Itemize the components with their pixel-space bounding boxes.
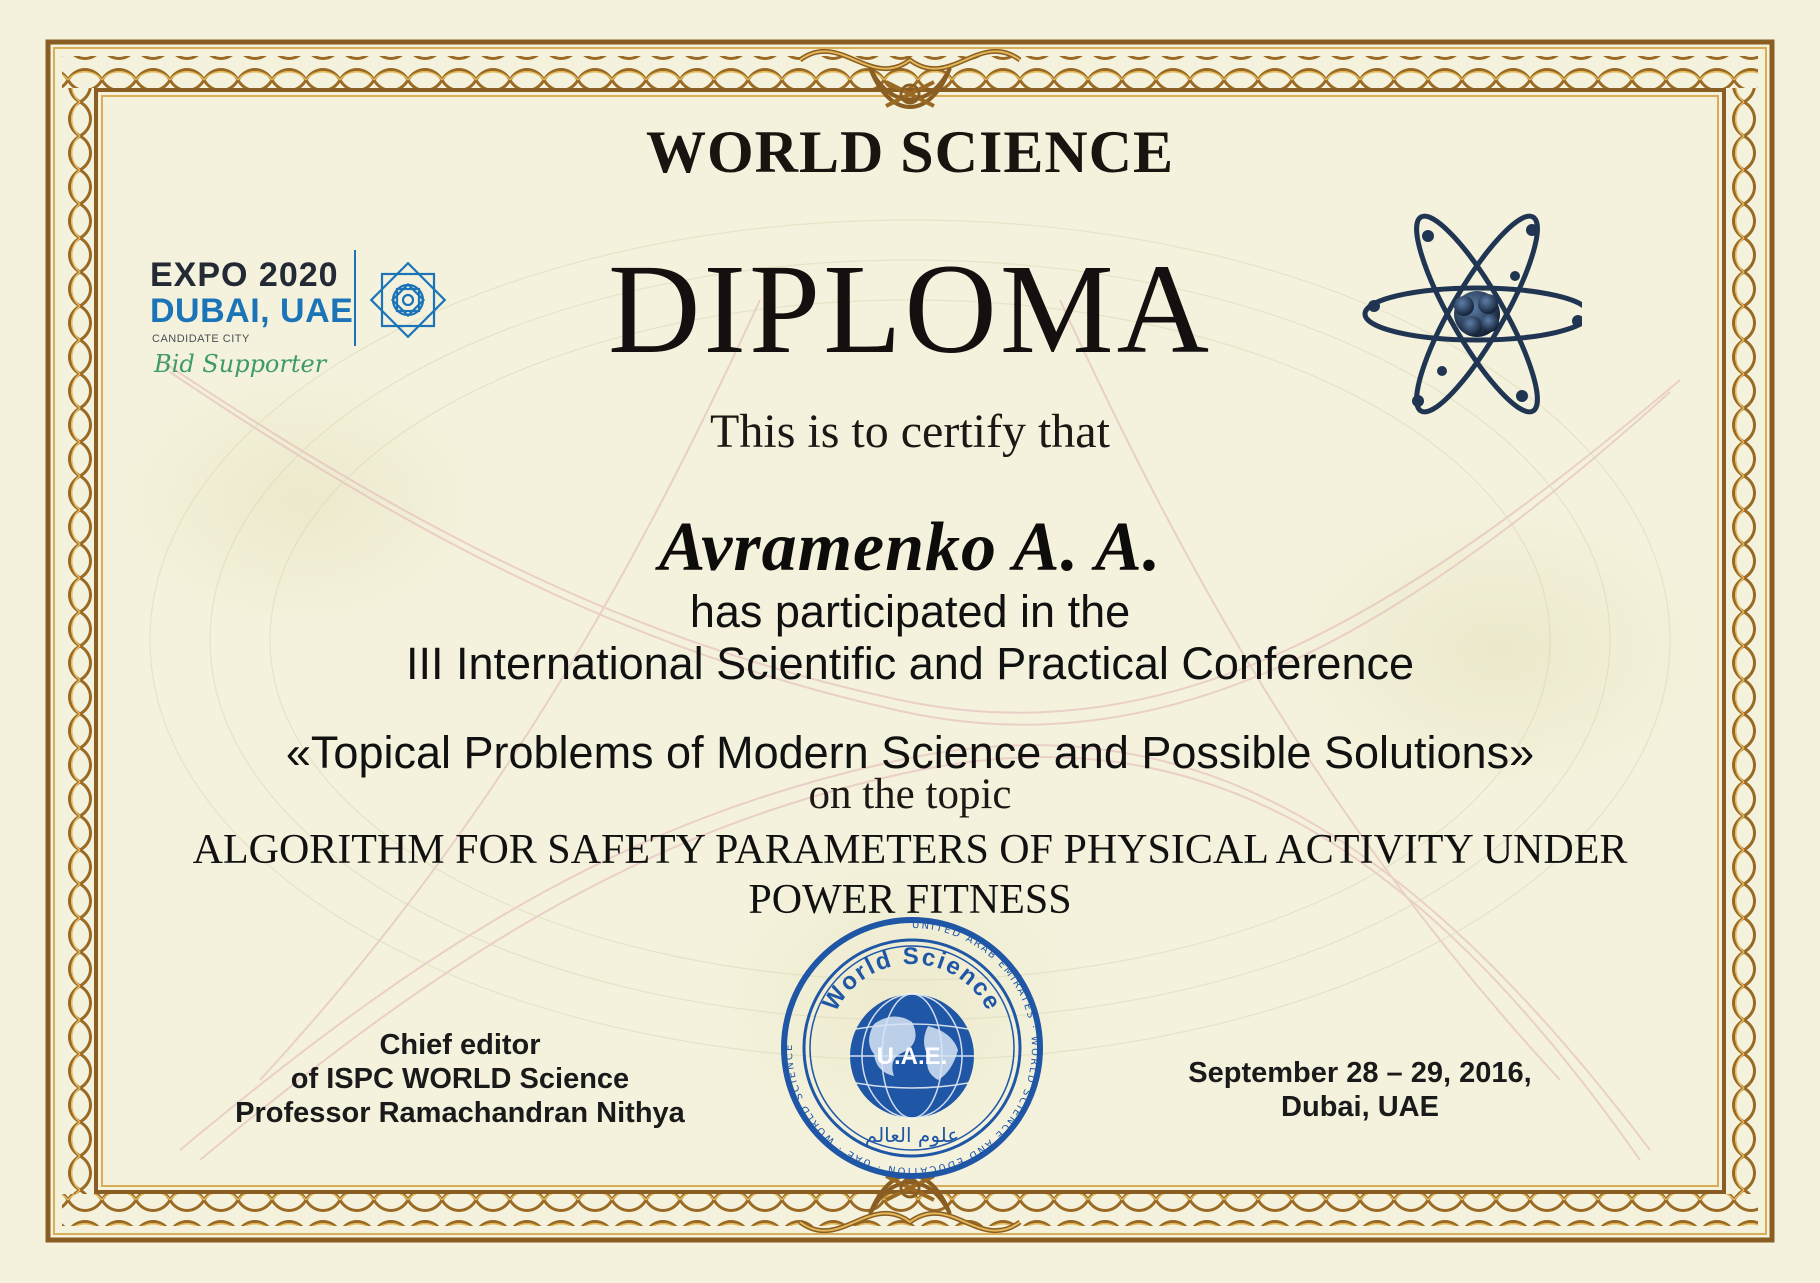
expo-city: DUBAI, UAE — [150, 292, 354, 330]
seal-ring-text: UNITED ARAB EMIRATES · WORLD SCIENCE AND EDUCATION · UAE · WORLD SCIENCE — [783, 919, 1041, 1177]
world-science-seal — [778, 914, 1046, 1182]
seal-center-text: U.A.E. — [876, 1043, 948, 1070]
conference-name: III International Scientific and Practical Conference — [405, 638, 1415, 689]
recipient-name: Avramenko A. A. — [658, 509, 1162, 586]
signatory-block — [190, 1028, 730, 1130]
topic-line-2: POWER FITNESS — [748, 877, 1072, 923]
conference-title: «Topical Problems of Modern Science and Possible Solutions» — [285, 727, 1535, 778]
signatory-role: Chief editor — [379, 1029, 541, 1061]
organization-name: WORLD SCIENCE — [645, 119, 1175, 185]
event-location: Dubai, UAE — [1281, 1091, 1439, 1123]
event-dates: September 28 – 29, 2016, — [1188, 1057, 1532, 1089]
topic-title — [0, 825, 1820, 925]
seal-top-text: World Science — [817, 942, 1007, 1016]
document-type: DIPLOMA — [607, 238, 1213, 380]
signatory-org: of ISPC WORLD Science — [290, 1063, 630, 1095]
certify-line: This is to certify that — [710, 405, 1110, 458]
participation-line: has participated in the — [689, 586, 1131, 637]
event-info-block — [1160, 1056, 1560, 1124]
expo-title: EXPO 2020 — [150, 256, 339, 294]
topic-intro: on the topic — [808, 771, 1012, 818]
seal-arabic-text: علوم العالم — [864, 1123, 960, 1147]
topic-line-1: ALGORITHM FOR SAFETY PARAMETERS OF PHYSICAL ACTIVITY UNDER — [192, 827, 1628, 873]
expo-bid-supporter: Bid Supporter — [154, 350, 327, 378]
signatory-name: Professor Ramachandran Nithya — [235, 1097, 685, 1129]
expo-candidate: CANDIDATE CITY — [152, 333, 250, 345]
